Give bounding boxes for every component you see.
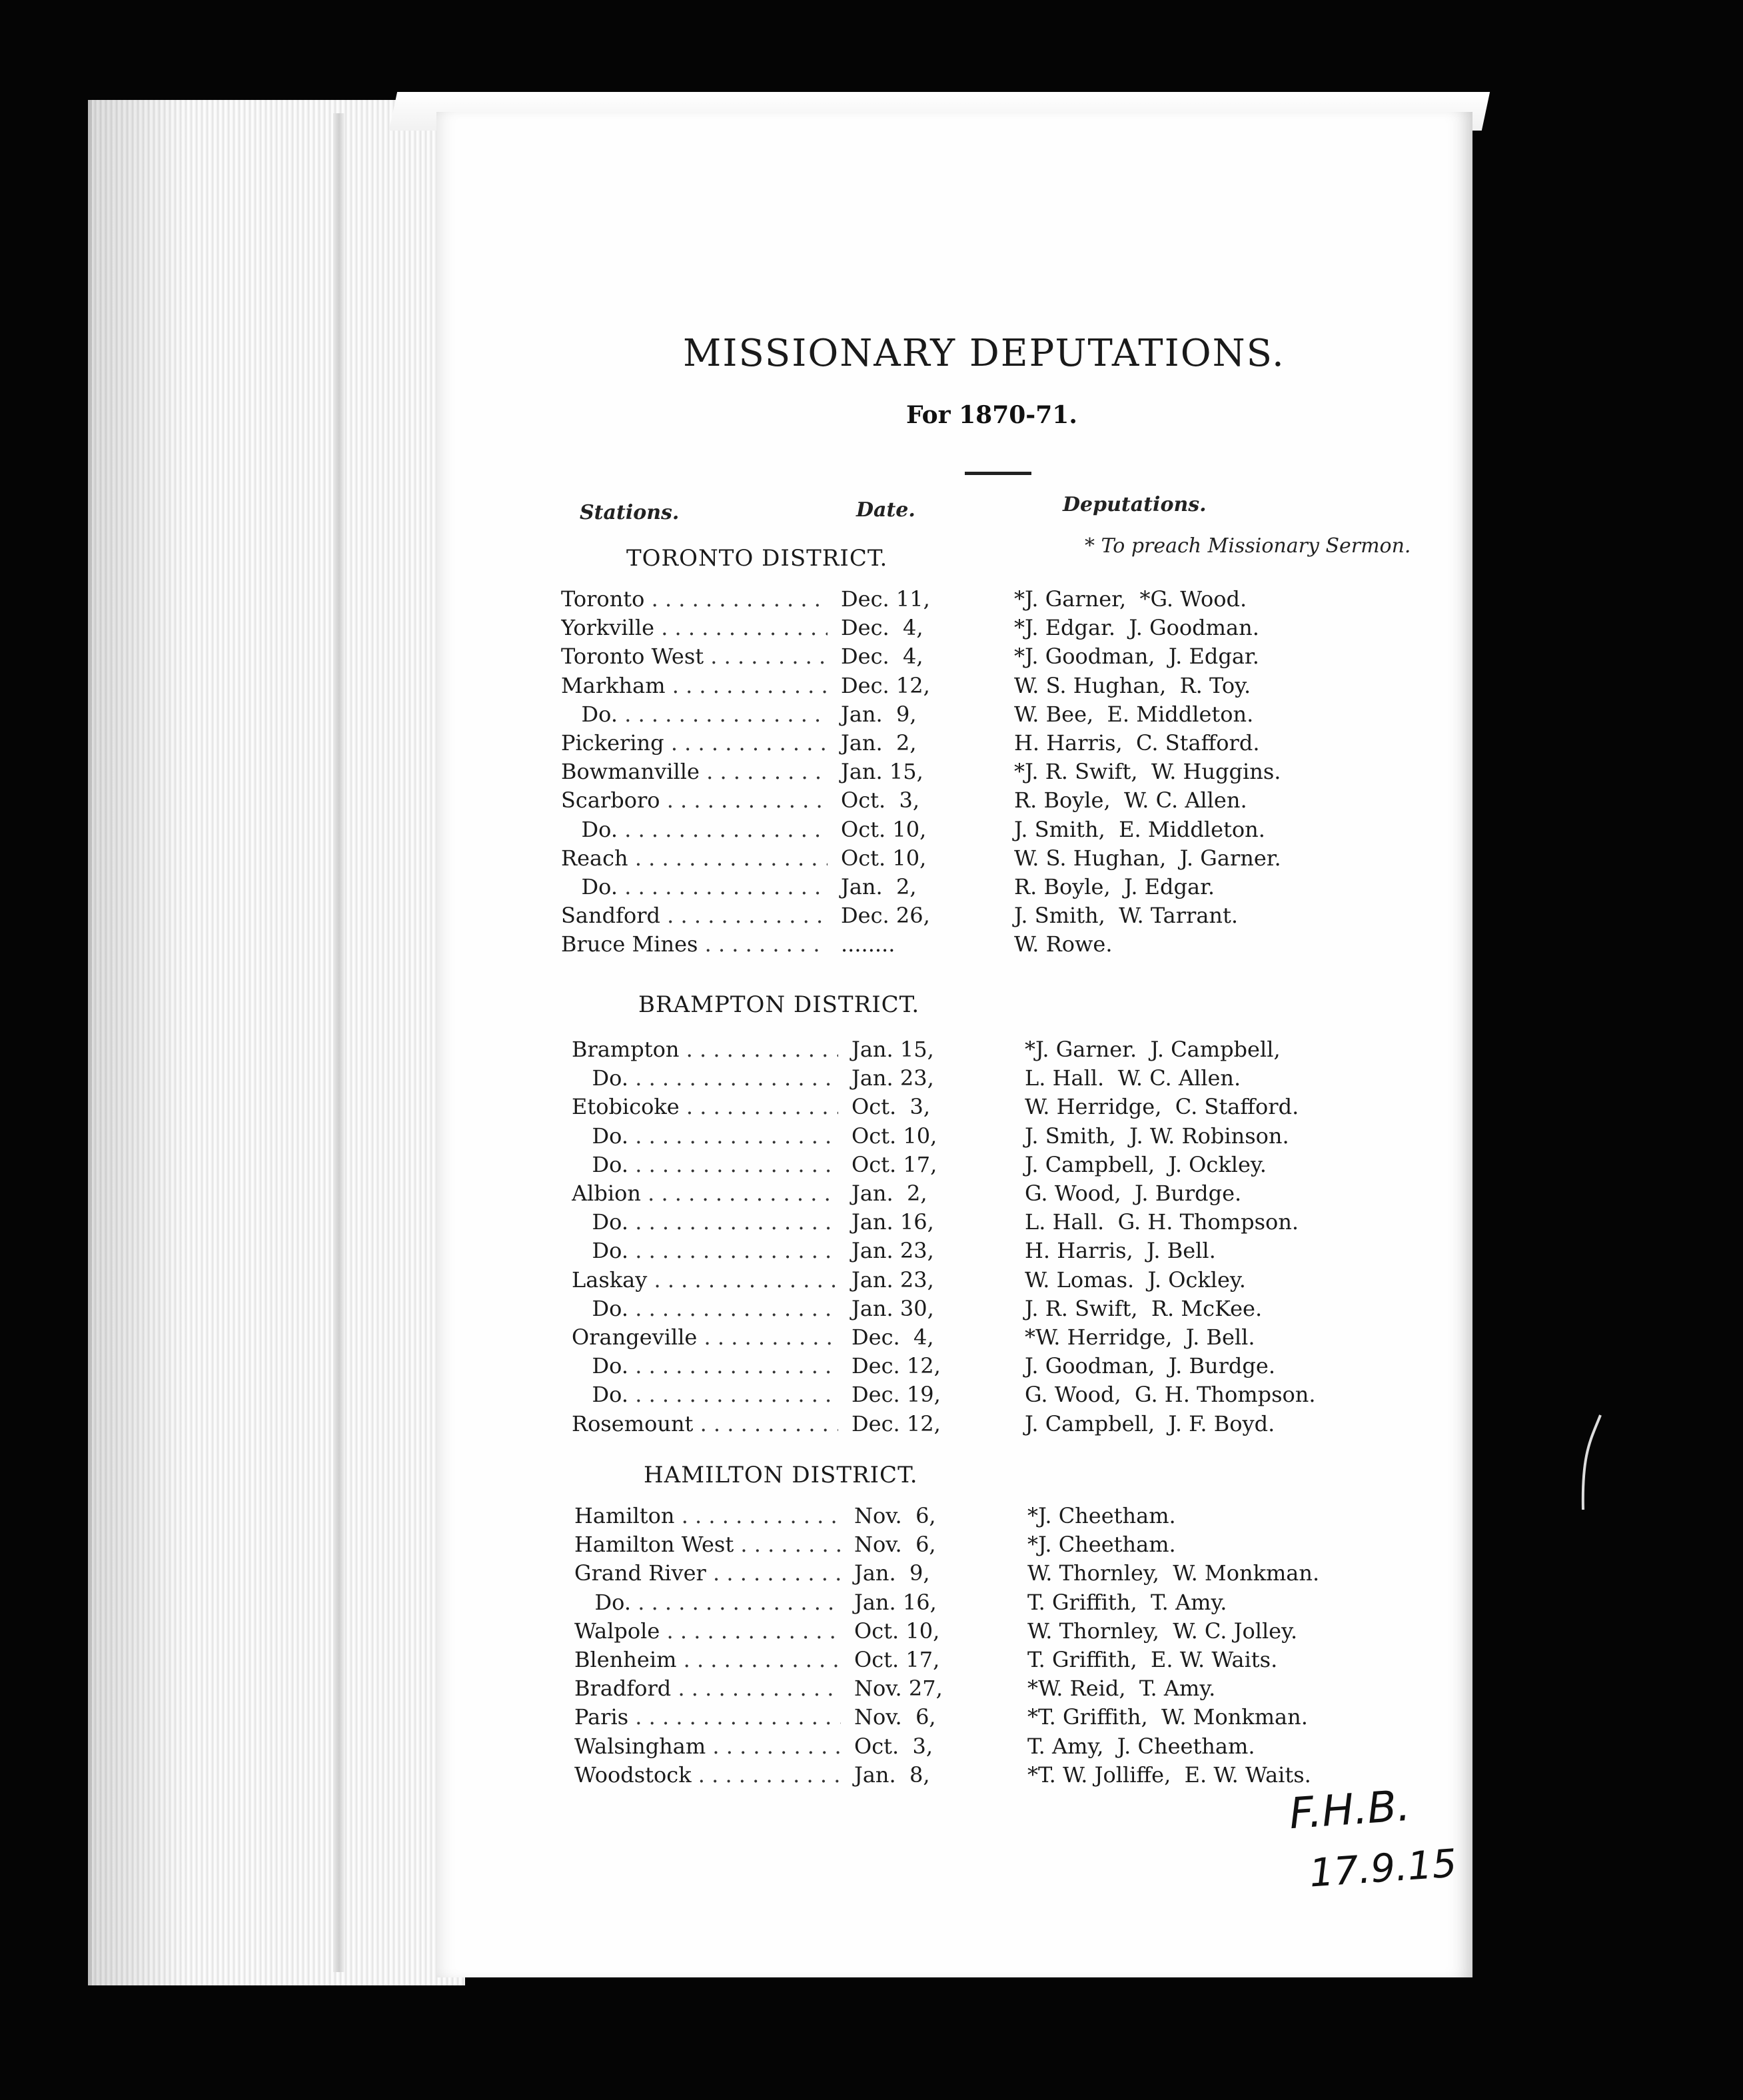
meeting-date: Oct. 17, bbox=[852, 1151, 937, 1177]
deputation-names: W. Thornley, W. C. Jolley. bbox=[1027, 1618, 1298, 1644]
station-name: Do. . . . bbox=[572, 1296, 838, 1321]
station-name: Walpole . . . bbox=[574, 1618, 841, 1644]
deputation-names: *W. Reid, T. Amy. bbox=[1027, 1676, 1216, 1702]
deputation-names: J. Campbell, J. F. Boyd. bbox=[1025, 1410, 1275, 1436]
station-name: Hamilton . . . bbox=[574, 1503, 841, 1528]
book-spine bbox=[333, 113, 345, 1972]
meeting-date: Jan. 8, bbox=[854, 1762, 930, 1788]
meeting-date: Jan. 15, bbox=[841, 759, 923, 785]
meeting-date: Jan. 30, bbox=[852, 1295, 934, 1321]
station-name: Albion . . . bbox=[572, 1181, 838, 1206]
station-name: Rosemount . . . bbox=[572, 1411, 838, 1436]
station-name: Do. . . . bbox=[572, 1382, 838, 1407]
deputation-names: J. Campbell, J. Ockley. bbox=[1025, 1151, 1267, 1177]
district-heading-hamilton: HAMILTON DISTRICT. bbox=[644, 1462, 918, 1488]
meeting-date: Dec. 26, bbox=[841, 903, 930, 929]
deputation-names: *J. Goodman, J. Edgar. bbox=[1014, 644, 1259, 670]
meeting-date: Jan. 9, bbox=[841, 701, 917, 727]
meeting-date: Dec. 4, bbox=[852, 1324, 934, 1350]
deputation-names: W. S. Hughan, J. Garner. bbox=[1014, 845, 1281, 871]
station-name: Do. . . . bbox=[572, 1209, 838, 1235]
station-name: Pickering . . . bbox=[561, 730, 828, 756]
meeting-date: Oct. 10, bbox=[852, 1123, 937, 1149]
station-name: Orangeville . . . bbox=[572, 1324, 838, 1350]
station-name: Markham . . . bbox=[561, 673, 828, 698]
station-name: Woodstock . . . bbox=[574, 1762, 841, 1788]
station-name: Yorkville . . . bbox=[561, 615, 828, 640]
meeting-date: Jan. 23, bbox=[852, 1267, 934, 1293]
meeting-date: Oct. 10, bbox=[841, 816, 927, 842]
station-name: Etobicoke . . . bbox=[572, 1094, 838, 1119]
station-name: Do. . . . bbox=[572, 1123, 838, 1149]
meeting-date: Dec. 4, bbox=[841, 644, 923, 670]
deputation-names: *T. Griffith, W. Monkman. bbox=[1027, 1704, 1308, 1730]
deputation-names: T. Amy, J. Cheetham. bbox=[1027, 1733, 1255, 1759]
deputation-names: *J. Garner, *G. Wood. bbox=[1014, 586, 1247, 612]
deputation-names: T. Griffith, E. W. Waits. bbox=[1027, 1647, 1278, 1672]
meeting-date: Jan. 15, bbox=[852, 1037, 934, 1062]
deputation-names: J. Goodman, J. Burdge. bbox=[1025, 1353, 1275, 1379]
meeting-date: Nov. 27, bbox=[854, 1676, 943, 1702]
deputation-names: H. Harris, J. Bell. bbox=[1025, 1238, 1216, 1264]
station-name: Do. . . . bbox=[561, 817, 828, 842]
meeting-date: Nov. 6, bbox=[854, 1532, 936, 1558]
deputation-names: W. Herridge, C. Stafford. bbox=[1025, 1094, 1299, 1120]
meeting-date: Jan. 16, bbox=[852, 1209, 934, 1235]
station-name: Do. . . . bbox=[574, 1590, 841, 1615]
meeting-date: Jan. 23, bbox=[852, 1238, 934, 1264]
margin-pencil-mark bbox=[1578, 1412, 1604, 1512]
meeting-date: Oct. 3, bbox=[841, 788, 920, 813]
meeting-date: Dec. 11, bbox=[841, 586, 930, 612]
deputation-names: G. Wood, G. H. Thompson. bbox=[1025, 1382, 1316, 1408]
meeting-date: Jan. 2, bbox=[841, 874, 917, 899]
deputation-names: W. Lomas. J. Ockley. bbox=[1025, 1267, 1246, 1293]
deputation-names: *J. Garner. J. Campbell, bbox=[1025, 1037, 1281, 1062]
deputation-names: J. Smith, J. W. Robinson. bbox=[1025, 1123, 1289, 1149]
title-rule bbox=[965, 472, 1031, 475]
meeting-date: Oct. 17, bbox=[854, 1647, 940, 1672]
district-heading-brampton: BRAMPTON DISTRICT. bbox=[638, 991, 920, 1018]
deputation-names: R. Boyle, J. Edgar. bbox=[1014, 874, 1215, 899]
deputation-names: T. Griffith, T. Amy. bbox=[1027, 1589, 1227, 1615]
meeting-date: Jan. 2, bbox=[852, 1181, 927, 1206]
meeting-date: Oct. 10, bbox=[854, 1618, 940, 1644]
deputation-names: L. Hall. W. C. Allen. bbox=[1025, 1065, 1241, 1091]
meeting-date: Oct. 3, bbox=[854, 1733, 933, 1759]
station-name: Laskay . . . bbox=[572, 1267, 838, 1293]
meeting-date: Dec. 19, bbox=[852, 1382, 941, 1408]
district-heading-toronto: TORONTO DISTRICT. bbox=[626, 545, 888, 572]
station-name: Do. . . . bbox=[561, 874, 828, 899]
station-name: Sandford . . . bbox=[561, 903, 828, 928]
deputation-names: L. Hall. G. H. Thompson. bbox=[1025, 1209, 1299, 1235]
station-name: Scarboro . . . bbox=[561, 788, 828, 813]
station-name: Do. . . . bbox=[572, 1353, 838, 1378]
deputation-names: R. Boyle, W. C. Allen. bbox=[1014, 788, 1247, 813]
station-name: Blenheim . . . bbox=[574, 1647, 841, 1672]
deputation-names: J. R. Swift, R. McKee. bbox=[1025, 1295, 1263, 1321]
meeting-date: Jan. 16, bbox=[854, 1589, 937, 1615]
deputation-names: G. Wood, J. Burdge. bbox=[1025, 1181, 1242, 1206]
station-name: Do. . . . bbox=[572, 1152, 838, 1177]
deputation-names: W. S. Hughan, R. Toy. bbox=[1014, 672, 1251, 698]
meeting-date: Nov. 6, bbox=[854, 1503, 936, 1528]
meeting-date: ........ bbox=[841, 931, 895, 957]
station-name: Bradford . . . bbox=[574, 1676, 841, 1701]
deputation-names: J. Smith, E. Middleton. bbox=[1014, 816, 1265, 842]
sermon-footnote: * To preach Missionary Sermon. bbox=[1085, 534, 1411, 558]
page-title: MISSIONARY DEPUTATIONS. bbox=[683, 332, 1285, 375]
deputation-names: H. Harris, C. Stafford. bbox=[1014, 730, 1260, 756]
meeting-date: Nov. 6, bbox=[854, 1704, 936, 1730]
meeting-date: Oct. 3, bbox=[852, 1094, 931, 1120]
deputation-names: *J. Cheetham. bbox=[1027, 1503, 1176, 1528]
station-name: Do. . . . bbox=[572, 1065, 838, 1091]
station-name: Bruce Mines . . . bbox=[561, 931, 828, 957]
deputation-names: *J. R. Swift, W. Huggins. bbox=[1014, 759, 1281, 785]
station-name: Reach . . . bbox=[561, 845, 828, 871]
deputation-names: W. Rowe. bbox=[1014, 931, 1113, 957]
deputation-names: *T. W. Jolliffe, E. W. Waits. bbox=[1027, 1762, 1311, 1788]
deputation-names: *J. Edgar. J. Goodman. bbox=[1014, 615, 1259, 641]
station-name: Hamilton West . . . bbox=[574, 1532, 841, 1557]
meeting-date: Jan. 2, bbox=[841, 730, 917, 756]
meeting-date: Jan. 9, bbox=[854, 1560, 930, 1586]
station-name: Brampton . . . bbox=[572, 1037, 838, 1062]
station-name: Paris . . . bbox=[574, 1704, 841, 1730]
deputation-names: W. Thornley, W. Monkman. bbox=[1027, 1560, 1320, 1586]
page-edge-shadow bbox=[88, 100, 188, 1985]
station-name: Toronto . . . bbox=[561, 586, 828, 612]
station-name: Walsingham . . . bbox=[574, 1734, 841, 1759]
station-name: Do. . . . bbox=[572, 1238, 838, 1263]
column-header-stations: Stations. bbox=[580, 501, 680, 524]
station-name: Grand River . . . bbox=[574, 1560, 841, 1586]
station-name: Bowmanville . . . bbox=[561, 759, 828, 784]
page-subtitle: For 1870-71. bbox=[906, 401, 1077, 429]
deputation-names: *W. Herridge, J. Bell. bbox=[1025, 1324, 1255, 1350]
meeting-date: Dec. 12, bbox=[852, 1410, 941, 1436]
column-header-deputations: Deputations. bbox=[1063, 493, 1207, 516]
deputation-names: W. Bee, E. Middleton. bbox=[1014, 701, 1254, 727]
meeting-date: Oct. 10, bbox=[841, 845, 927, 871]
handwritten-date: 17.9.15 bbox=[1307, 1840, 1458, 1896]
column-header-date: Date. bbox=[856, 498, 915, 522]
meeting-date: Dec. 12, bbox=[841, 672, 930, 698]
meeting-date: Dec. 12, bbox=[852, 1353, 941, 1379]
meeting-date: Dec. 4, bbox=[841, 615, 923, 641]
station-name: Toronto West . . . bbox=[561, 644, 828, 669]
handwritten-initials: F.H.B. bbox=[1287, 1781, 1412, 1839]
deputation-names: J. Smith, W. Tarrant. bbox=[1014, 903, 1239, 929]
meeting-date: Jan. 23, bbox=[852, 1065, 934, 1091]
deputation-names: *J. Cheetham. bbox=[1027, 1532, 1176, 1558]
station-name: Do. . . . bbox=[561, 702, 828, 727]
